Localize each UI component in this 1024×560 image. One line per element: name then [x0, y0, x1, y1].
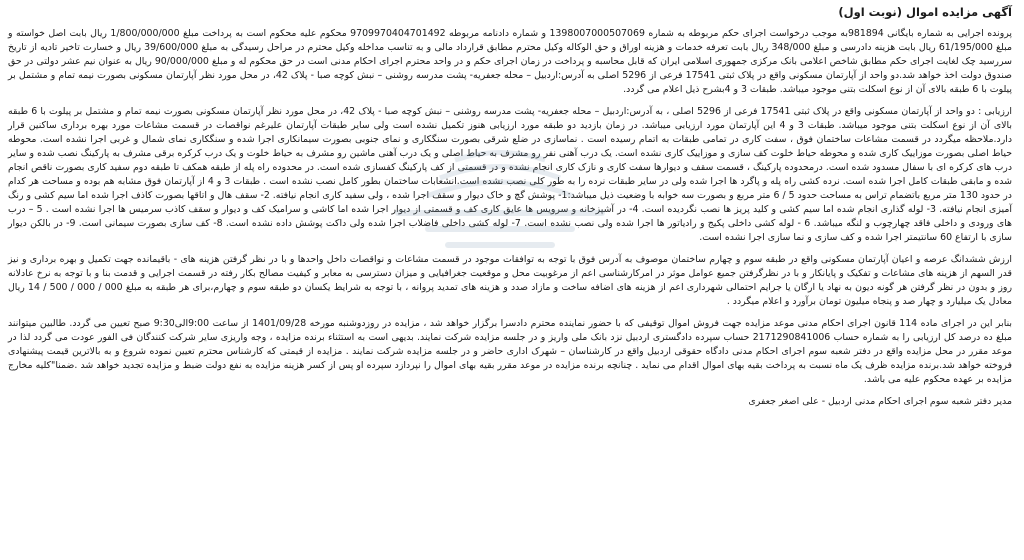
notice-auction-terms-paragraph: بنابر این در اجرای ماده 114 قانون اجرای احکام مدنی موعد مزایده جهت فروش اموال توقیفی که با حضور نماینده محترم دادسرا برگزار خواهد شد ، مزایده در روزدوشنبه مورخه 1401/09/28 از ساعت 9:00الی9:30 صبح تعیین می گردد. طالبین میتوانند مبلغ ده درصد کل ارزیابی را به شماره حساب 2171290841006 حساب سپرده دادگستری اردبیل نزد بانک ملی واریز و در جلسه مزایده شرکت نمایند. بدیهی است به استثناء برنده مزایده ، وجه واریزی سایر شرکت کنندگان فی الفور عودت می گردد لذا در موعد مقرر در محل مزایده واقع در دفتر شعبه سوم اجرای احکام مدنی دادگاه حقوقی اردبیل واقع در کارشناسان – شهرک اداری حاضر و در جلسه مزایده شرکت نمایند . مزایده از قیمتی که کارشناس محترم تعیین نموده شروع و به بالاترین قیمت پیشنهادی فروخته خواهد شد.برنده مزایده ظرف یک ماه نسبت به پرداخت بقیه بهای اموال اقدام می نماید . چنانچه برنده مزایده در موعد مقرر بقیه بهای اموال را نپردازد سپرده او پس از کسر هزینه مزایده به نفع دولت ضبط و مزایده تجدید خواهد شد .ضمنا"کلیه مخارج مزایده بر عهده محکوم علیه می باشد. [8, 318, 1013, 385]
notice-case-paragraph: پرونده اجرایی به شماره بایگانی 981894به موجب درخواست اجرای حکم مربوطه به شماره 1398007000507069 و شماره دادنامه مربوطه 9709970404701492 محکوم علیه محکوم است به پرداخت مبلغ 1/800/000/000 ریال بابت اصل خواسته و مبلغ 61/195/000 ریال بابت هزینه دادرسی و مبلغ 348/000 ریال بابت تعرفه خدمات و هزینه اوراق و حق الوکاله وکیل محترم مطابق قرارداد مالی و به تناسب مداخله وکیل محترم در مراحل رسیدگی به مبلغ 39/600/000 ریال و خسارت تاخیر تادیه از تاریخ سررسید چک لغایت اجرای حکم مطابق شاخص اعلامی بانک مرکزی جمهوری اسلامی ایران که قابل محاسبه و پرداخت در زمان اجرای حکم و در واحد محترم اجرای احکام مدنی است در حق محکوم له و مبلغ 90/000/000 ریال به عنوان نیم عشر دولتی در حق صندوق دولت اخذ خواهد شد.دو واحد از آپارتمان مسکونی واقع در پلاک ثبتی 17541 فرعی از 5296 اصلی به آدرس:اردبیل – محله جعفریه- پشت مدرسه روشنی – نبش کوچه صبا - پلاک 42، در محل مورد نظر آپارتمان مسکونی بصورت نیمه تمام و مشتمل بر پیلوت با 6 طبقه بالای آن از نوع اسکلت بتنی موجود میباشد. طبقات 3 و 4بشرح ذیل اعلام می گردد. [8, 28, 1013, 95]
notice-appraisal-paragraph: ارزیابی : دو واحد از آپارتمان مسکونی واقع در پلاک ثبتی 17541 فرعی از 5296 اصلی ، به آدرس:اردبیل – محله جعفریه- پشت مدرسه روشنی – نبش کوچه صبا - پلاک 42، در محل مورد نظر آپارتمان مسکونی بصورت نیمه تمام و مشتمل بر پیلوت با 6 طبقه بالای آن از نوع اسکلت بتنی موجود میباشد. طبقات 3 و 4 این آپارتمان مورد ارزیابی میباشد. در زمان بازدید دو طبقه مورد ارزیابی هنوز تکمیل نشده است ولی سایر طبقات آپارتمان علیرغم نواقصات در قسمت مشاعات مورد بهره برداری ساکنین قرار دارد.ملاحظه میگردد در قسمت مشاعات ساختمان فوق ، سفت کاری در تمامی طبقات به اتمام رسیده است . نماسازی در ضلع شرقی بصورت سنگکاری و نمای جنوبی بصورت سیمانکاری اجرا شده و سنگکاری نمای شمال و غربی اجرا نشده است. محوطه حیاط اصلی بصورت موزاییک کاری شده و محوطه حیاط خلوت کف سازی و موزاییک کاری نشده است. یک درب آهنی نفر رو مشرف به حیاط اصلی و یک درب آهنی ماشین رو مشرف به حیاط خلوت و یک درب کرکره برقی مشرف به پارکینگ نصب شده و سایر درب های کرکره ای با سفال مسدود شده است. درمحدوده پارکینگ ، قسمت سقف و دیوارها سفت کاری و نازک کاری انجام نشده و در قسمتی از کف پارکینگ کفسازی شده است. در محدوده راه پله از طبقه همکف تا طبقه دوم سفید کاری بصورت ناقص انجام شده و مابقی طبقات کامل اجرا شده است. نرده کشی راه پله و پاگرد ها اجرا شده ولی در سایر طبقات نرده را به طور کلی نصب نشده است.انشعابات ساختمان بطور کامل نصب نشده است . طبقات 3 و 4 از آپارتمان فوق مشابه هم بوده و مساحت هر کدام در حدود 130 متر مربع باتضمام تراس به مساحت حدود 5 / 6 متر مربع و بصورت سه خوابه با وضعیت ذیل میباشد:1- پوشش گچ و خاک دیوار و سقف اجرا شده ، ولی سفید کاری انجام نیافته. 2- سقف هال و اتاقها بصورت کاذف اجرا شده اما سیم کشی و رنگ آمیزی انجام نیافته. 3- لوله گذاری انجام شده اما سیم کشی و کلید پریز ها نصب نگردیده است. 4- در آشپزخانه و سرویس ها عایق کاری کف و قسمتی از دیوار اجرا شده اما کاشی و سرامیک کف و دیوار و سقف کاذب سرمیس ها اجرا نشده است . 5 – درب های ورودی و داخلی فاقد چهارچوب و لنگه میباشد. 6 - لوله کشی داخلی پکیج و رادیاتور ها اجرا شده ولی نصب نشده است. 7- لوله کشی داخلی فاضلاب اجرا شده ولی داکت پوشش داده نشده است. 8- کف سازی بصورت سیمانی است. 9- در بالکن دیوار سازی با ارتفاع 60 سانتیمتر اجرا شده و کف سازی و نما سازی اجرا نشده است. [8, 106, 1012, 243]
notice-signature: مدیر دفتر شعبه سوم اجرای احکام مدنی اردبیل - علی اصغر جعفری [748, 396, 1012, 407]
notice-title: آگهی مزایده اموال (نوبت اول) [838, 5, 1012, 19]
notice-valuation-paragraph: ارزش ششدانگ عرصه و اعیان آپارتمان مسکونی واقع در طبقه سوم و چهارم ساختمان موصوف به آدرس فوق با توجه به توافقات موجود در قسمت مشاعات و نواقصات داخل واحدها و با در نظر گرفتن هزینه های - باقیمانده جهت تکمیل و بهره برداری و نیز قدر السهم از هزینه های مشاعات و تفکیک و پایانکار و با در نظرگرفتن جمیع عوامل موثر در امرکارشناسی اعم از مرغوبیت محل و موقعیت جغرافیایی و میزان دسترسی به معابر و کیفیت مصالح بکار رفته در قسمت اجرایی و قدمت بنا و با توجه به نرخ عادلانه روز و بدون در نظر گرفتن هر گونه دیون به نهاد یا ارگان یا جرایم احتمالی شهرداری اعم از هزینه های اضافه ساخت و مازاد صدد و هزینه های تمدید پروانه ، با توجه به شرایط یکسان دو طبقه سوم و چهارم،برای هر طبقه به مبلغ 000 / 000 / 500 / 14 ریال معادل یک میلیارد و چهار صد و پنجاه میلیون تومان برآورد و اعلام میگردد . [8, 254, 1012, 307]
